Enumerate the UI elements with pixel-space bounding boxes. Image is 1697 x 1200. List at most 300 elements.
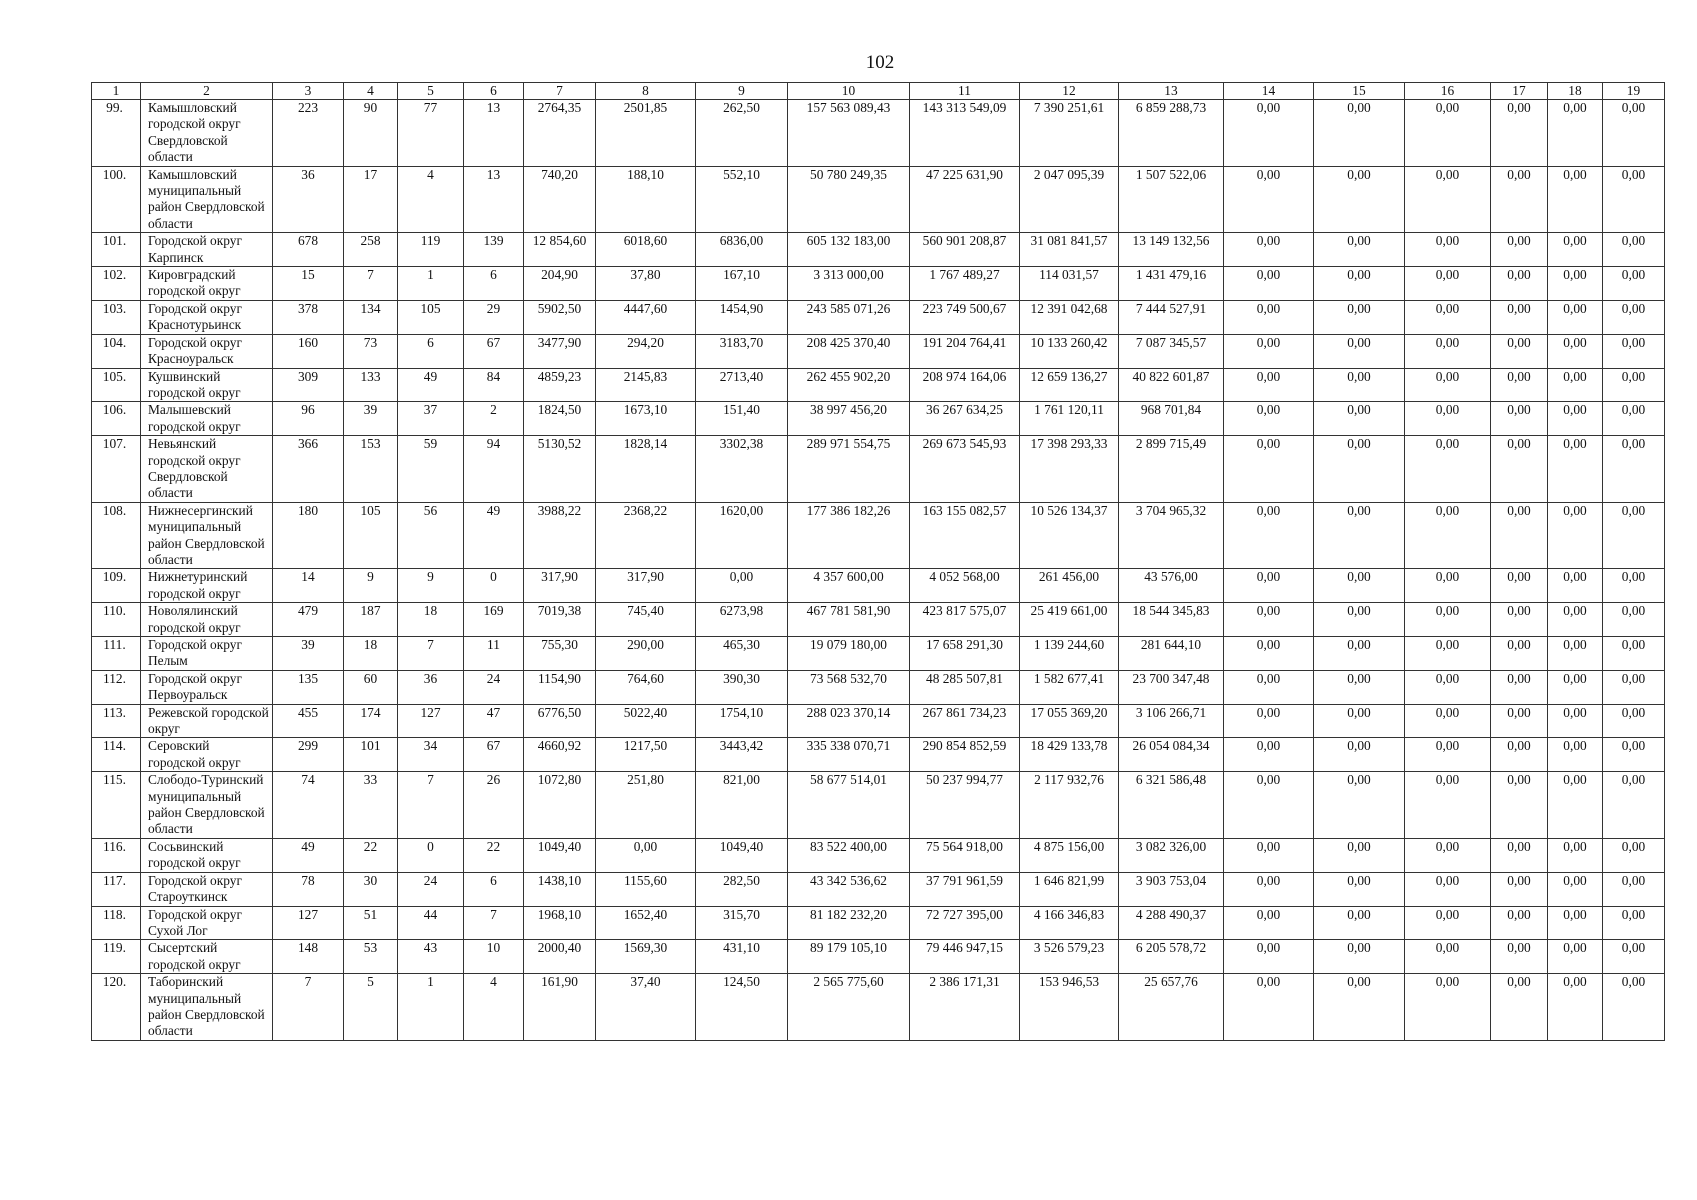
value-cell-3: 180	[273, 502, 344, 569]
value-cell-8: 317,90	[596, 569, 696, 603]
value-cell-15: 0,00	[1314, 603, 1405, 637]
value-cell-15: 0,00	[1314, 872, 1405, 906]
value-cell-8: 745,40	[596, 603, 696, 637]
value-cell-11: 269 673 545,93	[910, 436, 1020, 503]
value-cell-11: 163 155 082,57	[910, 502, 1020, 569]
value-cell-10: 81 182 232,20	[788, 906, 910, 940]
value-cell-13: 2 899 715,49	[1119, 436, 1224, 503]
value-cell-4: 101	[344, 738, 398, 772]
row-number-cell: 118.	[92, 906, 141, 940]
value-cell-9: 315,70	[696, 906, 788, 940]
value-cell-7: 740,20	[524, 166, 596, 233]
row-number-cell: 101.	[92, 233, 141, 267]
value-cell-11: 47 225 631,90	[910, 166, 1020, 233]
value-cell-4: 90	[344, 100, 398, 167]
value-cell-19: 0,00	[1603, 838, 1665, 872]
value-cell-17: 0,00	[1491, 603, 1548, 637]
table-row	[92, 166, 1665, 233]
column-header-12: 12	[1020, 83, 1119, 100]
value-cell-9: 431,10	[696, 940, 788, 974]
table-row	[92, 402, 1665, 436]
value-cell-6: 169	[464, 603, 524, 637]
value-cell-10: 243 585 071,26	[788, 300, 910, 334]
value-cell-11: 191 204 764,41	[910, 334, 1020, 368]
value-cell-13: 1 431 479,16	[1119, 267, 1224, 301]
value-cell-17: 0,00	[1491, 838, 1548, 872]
value-cell-3: 15	[273, 267, 344, 301]
value-cell-9: 124,50	[696, 974, 788, 1041]
value-cell-6: 6	[464, 872, 524, 906]
value-cell-9: 1049,40	[696, 838, 788, 872]
municipality-name-cell: Таборинский муниципальный район Свердловской области	[141, 974, 273, 1041]
value-cell-7: 4859,23	[524, 368, 596, 402]
value-cell-5: 1	[398, 267, 464, 301]
table-row	[92, 368, 1665, 402]
value-cell-14: 0,00	[1224, 670, 1314, 704]
value-cell-15: 0,00	[1314, 166, 1405, 233]
value-cell-19: 0,00	[1603, 738, 1665, 772]
value-cell-17: 0,00	[1491, 368, 1548, 402]
value-cell-6: 6	[464, 267, 524, 301]
value-cell-10: 50 780 249,35	[788, 166, 910, 233]
value-cell-6: 139	[464, 233, 524, 267]
value-cell-15: 0,00	[1314, 772, 1405, 839]
value-cell-19: 0,00	[1603, 300, 1665, 334]
value-cell-8: 2145,83	[596, 368, 696, 402]
row-number-cell: 117.	[92, 872, 141, 906]
value-cell-19: 0,00	[1603, 637, 1665, 671]
value-cell-17: 0,00	[1491, 402, 1548, 436]
value-cell-13: 23 700 347,48	[1119, 670, 1224, 704]
value-cell-8: 764,60	[596, 670, 696, 704]
value-cell-10: 43 342 536,62	[788, 872, 910, 906]
value-cell-4: 30	[344, 872, 398, 906]
value-cell-5: 6	[398, 334, 464, 368]
column-header-17: 17	[1491, 83, 1548, 100]
value-cell-18: 0,00	[1548, 637, 1603, 671]
value-cell-13: 26 054 084,34	[1119, 738, 1224, 772]
value-cell-14: 0,00	[1224, 974, 1314, 1041]
value-cell-16: 0,00	[1405, 906, 1491, 940]
value-cell-3: 14	[273, 569, 344, 603]
value-cell-3: 678	[273, 233, 344, 267]
municipality-name-cell: Слободо-Туринский муниципальный район Свердловской области	[141, 772, 273, 839]
row-number-cell: 113.	[92, 704, 141, 738]
municipality-name-cell: Кушвинский городской округ	[141, 368, 273, 402]
value-cell-5: 18	[398, 603, 464, 637]
value-cell-7: 1049,40	[524, 838, 596, 872]
value-cell-8: 1217,50	[596, 738, 696, 772]
value-cell-17: 0,00	[1491, 738, 1548, 772]
value-cell-10: 157 563 089,43	[788, 100, 910, 167]
value-cell-5: 4	[398, 166, 464, 233]
row-number-cell: 108.	[92, 502, 141, 569]
value-cell-12: 10 526 134,37	[1020, 502, 1119, 569]
column-header-3: 3	[273, 83, 344, 100]
table-row	[92, 267, 1665, 301]
value-cell-8: 290,00	[596, 637, 696, 671]
value-cell-14: 0,00	[1224, 436, 1314, 503]
value-cell-9: 821,00	[696, 772, 788, 839]
municipality-name-cell: Городской округ Карпинск	[141, 233, 273, 267]
data-table	[91, 82, 1665, 1041]
value-cell-19: 0,00	[1603, 334, 1665, 368]
value-cell-4: 105	[344, 502, 398, 569]
value-cell-13: 6 859 288,73	[1119, 100, 1224, 167]
value-cell-13: 281 644,10	[1119, 637, 1224, 671]
value-cell-10: 208 425 370,40	[788, 334, 910, 368]
value-cell-18: 0,00	[1548, 402, 1603, 436]
value-cell-3: 7	[273, 974, 344, 1041]
municipality-name-cell: Городской округ Первоуральск	[141, 670, 273, 704]
value-cell-6: 94	[464, 436, 524, 503]
value-cell-11: 48 285 507,81	[910, 670, 1020, 704]
column-header-5: 5	[398, 83, 464, 100]
value-cell-3: 479	[273, 603, 344, 637]
value-cell-5: 77	[398, 100, 464, 167]
value-cell-17: 0,00	[1491, 569, 1548, 603]
value-cell-17: 0,00	[1491, 436, 1548, 503]
row-number-cell: 111.	[92, 637, 141, 671]
value-cell-11: 36 267 634,25	[910, 402, 1020, 436]
value-cell-7: 4660,92	[524, 738, 596, 772]
value-cell-4: 60	[344, 670, 398, 704]
table-row	[92, 436, 1665, 503]
page-number: 102	[865, 52, 895, 73]
value-cell-6: 22	[464, 838, 524, 872]
row-number-cell: 120.	[92, 974, 141, 1041]
value-cell-17: 0,00	[1491, 233, 1548, 267]
value-cell-5: 105	[398, 300, 464, 334]
municipality-name-cell: Камышловский городской округ Свердловской области	[141, 100, 273, 167]
value-cell-11: 72 727 395,00	[910, 906, 1020, 940]
value-cell-18: 0,00	[1548, 906, 1603, 940]
value-cell-18: 0,00	[1548, 569, 1603, 603]
value-cell-10: 467 781 581,90	[788, 603, 910, 637]
value-cell-8: 1155,60	[596, 872, 696, 906]
value-cell-7: 3477,90	[524, 334, 596, 368]
value-cell-18: 0,00	[1548, 940, 1603, 974]
value-cell-3: 366	[273, 436, 344, 503]
value-cell-5: 34	[398, 738, 464, 772]
value-cell-16: 0,00	[1405, 166, 1491, 233]
value-cell-19: 0,00	[1603, 166, 1665, 233]
column-header-9: 9	[696, 83, 788, 100]
value-cell-3: 49	[273, 838, 344, 872]
value-cell-8: 1828,14	[596, 436, 696, 503]
value-cell-11: 37 791 961,59	[910, 872, 1020, 906]
value-cell-8: 2501,85	[596, 100, 696, 167]
value-cell-12: 12 391 042,68	[1020, 300, 1119, 334]
value-cell-9: 390,30	[696, 670, 788, 704]
value-cell-14: 0,00	[1224, 872, 1314, 906]
value-cell-17: 0,00	[1491, 772, 1548, 839]
value-cell-19: 0,00	[1603, 267, 1665, 301]
value-cell-12: 10 133 260,42	[1020, 334, 1119, 368]
value-cell-12: 17 398 293,33	[1020, 436, 1119, 503]
value-cell-16: 0,00	[1405, 838, 1491, 872]
value-cell-16: 0,00	[1405, 569, 1491, 603]
value-cell-14: 0,00	[1224, 233, 1314, 267]
municipality-name-cell: Невьянский городской округ Свердловской области	[141, 436, 273, 503]
value-cell-10: 262 455 902,20	[788, 368, 910, 402]
table-row	[92, 300, 1665, 334]
table-row	[92, 502, 1665, 569]
value-cell-10: 4 357 600,00	[788, 569, 910, 603]
value-cell-9: 1620,00	[696, 502, 788, 569]
value-cell-18: 0,00	[1548, 368, 1603, 402]
value-cell-19: 0,00	[1603, 569, 1665, 603]
value-cell-19: 0,00	[1603, 906, 1665, 940]
value-cell-6: 84	[464, 368, 524, 402]
value-cell-16: 0,00	[1405, 267, 1491, 301]
value-cell-18: 0,00	[1548, 772, 1603, 839]
value-cell-10: 73 568 532,70	[788, 670, 910, 704]
column-header-6: 6	[464, 83, 524, 100]
value-cell-5: 59	[398, 436, 464, 503]
value-cell-11: 560 901 208,87	[910, 233, 1020, 267]
value-cell-11: 290 854 852,59	[910, 738, 1020, 772]
value-cell-4: 153	[344, 436, 398, 503]
value-cell-11: 79 446 947,15	[910, 940, 1020, 974]
table-row	[92, 772, 1665, 839]
value-cell-18: 0,00	[1548, 704, 1603, 738]
value-cell-3: 39	[273, 637, 344, 671]
value-cell-12: 153 946,53	[1020, 974, 1119, 1041]
value-cell-12: 25 419 661,00	[1020, 603, 1119, 637]
value-cell-13: 25 657,76	[1119, 974, 1224, 1041]
municipality-name-cell: Нижнетуринский городской округ	[141, 569, 273, 603]
value-cell-6: 29	[464, 300, 524, 334]
value-cell-7: 5130,52	[524, 436, 596, 503]
value-cell-13: 13 149 132,56	[1119, 233, 1224, 267]
value-cell-14: 0,00	[1224, 402, 1314, 436]
value-cell-4: 73	[344, 334, 398, 368]
value-cell-11: 4 052 568,00	[910, 569, 1020, 603]
value-cell-19: 0,00	[1603, 100, 1665, 167]
table-row	[92, 100, 1665, 167]
value-cell-10: 289 971 554,75	[788, 436, 910, 503]
value-cell-13: 40 822 601,87	[1119, 368, 1224, 402]
value-cell-7: 1072,80	[524, 772, 596, 839]
value-cell-18: 0,00	[1548, 267, 1603, 301]
value-cell-4: 33	[344, 772, 398, 839]
value-cell-5: 44	[398, 906, 464, 940]
value-cell-8: 4447,60	[596, 300, 696, 334]
value-cell-12: 1 139 244,60	[1020, 637, 1119, 671]
value-cell-15: 0,00	[1314, 738, 1405, 772]
column-header-10: 10	[788, 83, 910, 100]
value-cell-5: 7	[398, 772, 464, 839]
value-cell-7: 5902,50	[524, 300, 596, 334]
value-cell-9: 3302,38	[696, 436, 788, 503]
value-cell-9: 6836,00	[696, 233, 788, 267]
value-cell-17: 0,00	[1491, 334, 1548, 368]
municipality-name-cell: Сосьвинский городской округ	[141, 838, 273, 872]
value-cell-19: 0,00	[1603, 402, 1665, 436]
value-cell-15: 0,00	[1314, 300, 1405, 334]
row-number-cell: 103.	[92, 300, 141, 334]
value-cell-12: 114 031,57	[1020, 267, 1119, 301]
value-cell-19: 0,00	[1603, 233, 1665, 267]
value-cell-18: 0,00	[1548, 872, 1603, 906]
value-cell-8: 251,80	[596, 772, 696, 839]
value-cell-17: 0,00	[1491, 872, 1548, 906]
value-cell-15: 0,00	[1314, 670, 1405, 704]
column-header-2: 2	[141, 83, 273, 100]
value-cell-17: 0,00	[1491, 637, 1548, 671]
value-cell-15: 0,00	[1314, 100, 1405, 167]
table-row	[92, 906, 1665, 940]
value-cell-13: 18 544 345,83	[1119, 603, 1224, 637]
value-cell-7: 2000,40	[524, 940, 596, 974]
value-cell-13: 6 205 578,72	[1119, 940, 1224, 974]
value-cell-17: 0,00	[1491, 100, 1548, 167]
value-cell-3: 455	[273, 704, 344, 738]
value-cell-12: 1 761 120,11	[1020, 402, 1119, 436]
value-cell-5: 37	[398, 402, 464, 436]
value-cell-9: 465,30	[696, 637, 788, 671]
value-cell-18: 0,00	[1548, 603, 1603, 637]
value-cell-11: 75 564 918,00	[910, 838, 1020, 872]
table-row	[92, 872, 1665, 906]
row-number-cell: 100.	[92, 166, 141, 233]
value-cell-19: 0,00	[1603, 974, 1665, 1041]
municipality-name-cell: Камышловский муниципальный район Свердловской области	[141, 166, 273, 233]
value-cell-3: 148	[273, 940, 344, 974]
municipality-name-cell: Режевской городской округ	[141, 704, 273, 738]
value-cell-9: 1454,90	[696, 300, 788, 334]
column-header-7: 7	[524, 83, 596, 100]
value-cell-9: 0,00	[696, 569, 788, 603]
value-cell-4: 174	[344, 704, 398, 738]
value-cell-7: 204,90	[524, 267, 596, 301]
value-cell-15: 0,00	[1314, 906, 1405, 940]
value-cell-16: 0,00	[1405, 300, 1491, 334]
value-cell-15: 0,00	[1314, 974, 1405, 1041]
value-cell-3: 74	[273, 772, 344, 839]
value-cell-4: 9	[344, 569, 398, 603]
value-cell-4: 133	[344, 368, 398, 402]
row-number-cell: 102.	[92, 267, 141, 301]
value-cell-9: 6273,98	[696, 603, 788, 637]
value-cell-11: 143 313 549,09	[910, 100, 1020, 167]
value-cell-11: 1 767 489,27	[910, 267, 1020, 301]
value-cell-10: 3 313 000,00	[788, 267, 910, 301]
municipality-name-cell: Городской округ Пелым	[141, 637, 273, 671]
value-cell-11: 267 861 734,23	[910, 704, 1020, 738]
value-cell-11: 17 658 291,30	[910, 637, 1020, 671]
value-cell-12: 2 047 095,39	[1020, 166, 1119, 233]
column-header-11: 11	[910, 83, 1020, 100]
value-cell-10: 38 997 456,20	[788, 402, 910, 436]
value-cell-17: 0,00	[1491, 670, 1548, 704]
municipality-name-cell: Городской округ Сухой Лог	[141, 906, 273, 940]
value-cell-18: 0,00	[1548, 166, 1603, 233]
value-cell-17: 0,00	[1491, 906, 1548, 940]
value-cell-7: 317,90	[524, 569, 596, 603]
value-cell-13: 7 444 527,91	[1119, 300, 1224, 334]
value-cell-15: 0,00	[1314, 368, 1405, 402]
table-row	[92, 704, 1665, 738]
value-cell-9: 151,40	[696, 402, 788, 436]
value-cell-6: 67	[464, 738, 524, 772]
value-cell-9: 167,10	[696, 267, 788, 301]
row-number-cell: 104.	[92, 334, 141, 368]
value-cell-12: 4 166 346,83	[1020, 906, 1119, 940]
value-cell-17: 0,00	[1491, 704, 1548, 738]
value-cell-15: 0,00	[1314, 334, 1405, 368]
value-cell-5: 127	[398, 704, 464, 738]
column-number-header-row	[92, 83, 1665, 100]
value-cell-14: 0,00	[1224, 738, 1314, 772]
value-cell-14: 0,00	[1224, 166, 1314, 233]
value-cell-4: 187	[344, 603, 398, 637]
value-cell-13: 43 576,00	[1119, 569, 1224, 603]
value-cell-5: 24	[398, 872, 464, 906]
column-header-8: 8	[596, 83, 696, 100]
value-cell-19: 0,00	[1603, 670, 1665, 704]
value-cell-19: 0,00	[1603, 772, 1665, 839]
value-cell-16: 0,00	[1405, 772, 1491, 839]
value-cell-7: 3988,22	[524, 502, 596, 569]
value-cell-13: 7 087 345,57	[1119, 334, 1224, 368]
value-cell-10: 19 079 180,00	[788, 637, 910, 671]
value-cell-19: 0,00	[1603, 502, 1665, 569]
value-cell-11: 2 386 171,31	[910, 974, 1020, 1041]
value-cell-10: 2 565 775,60	[788, 974, 910, 1041]
value-cell-7: 12 854,60	[524, 233, 596, 267]
value-cell-19: 0,00	[1603, 872, 1665, 906]
value-cell-17: 0,00	[1491, 974, 1548, 1041]
value-cell-7: 755,30	[524, 637, 596, 671]
municipality-name-cell: Сысертский городской округ	[141, 940, 273, 974]
row-number-cell: 115.	[92, 772, 141, 839]
value-cell-14: 0,00	[1224, 267, 1314, 301]
value-cell-8: 0,00	[596, 838, 696, 872]
value-cell-14: 0,00	[1224, 637, 1314, 671]
value-cell-14: 0,00	[1224, 368, 1314, 402]
value-cell-7: 6776,50	[524, 704, 596, 738]
value-cell-6: 49	[464, 502, 524, 569]
municipality-name-cell: Городской округ Краснотурьинск	[141, 300, 273, 334]
municipality-name-cell: Нижнесергинский муниципальный район Свердловской области	[141, 502, 273, 569]
value-cell-9: 282,50	[696, 872, 788, 906]
column-header-4: 4	[344, 83, 398, 100]
row-number-cell: 109.	[92, 569, 141, 603]
value-cell-6: 24	[464, 670, 524, 704]
value-cell-5: 49	[398, 368, 464, 402]
value-cell-3: 378	[273, 300, 344, 334]
table-row	[92, 670, 1665, 704]
value-cell-16: 0,00	[1405, 940, 1491, 974]
value-cell-16: 0,00	[1405, 704, 1491, 738]
value-cell-14: 0,00	[1224, 838, 1314, 872]
value-cell-14: 0,00	[1224, 100, 1314, 167]
column-header-19: 19	[1603, 83, 1665, 100]
municipality-name-cell: Городской округ Красноуральск	[141, 334, 273, 368]
table-row	[92, 940, 1665, 974]
value-cell-14: 0,00	[1224, 906, 1314, 940]
value-cell-6: 10	[464, 940, 524, 974]
value-cell-5: 56	[398, 502, 464, 569]
value-cell-19: 0,00	[1603, 704, 1665, 738]
value-cell-14: 0,00	[1224, 334, 1314, 368]
value-cell-18: 0,00	[1548, 738, 1603, 772]
value-cell-15: 0,00	[1314, 637, 1405, 671]
value-cell-3: 223	[273, 100, 344, 167]
value-cell-16: 0,00	[1405, 872, 1491, 906]
